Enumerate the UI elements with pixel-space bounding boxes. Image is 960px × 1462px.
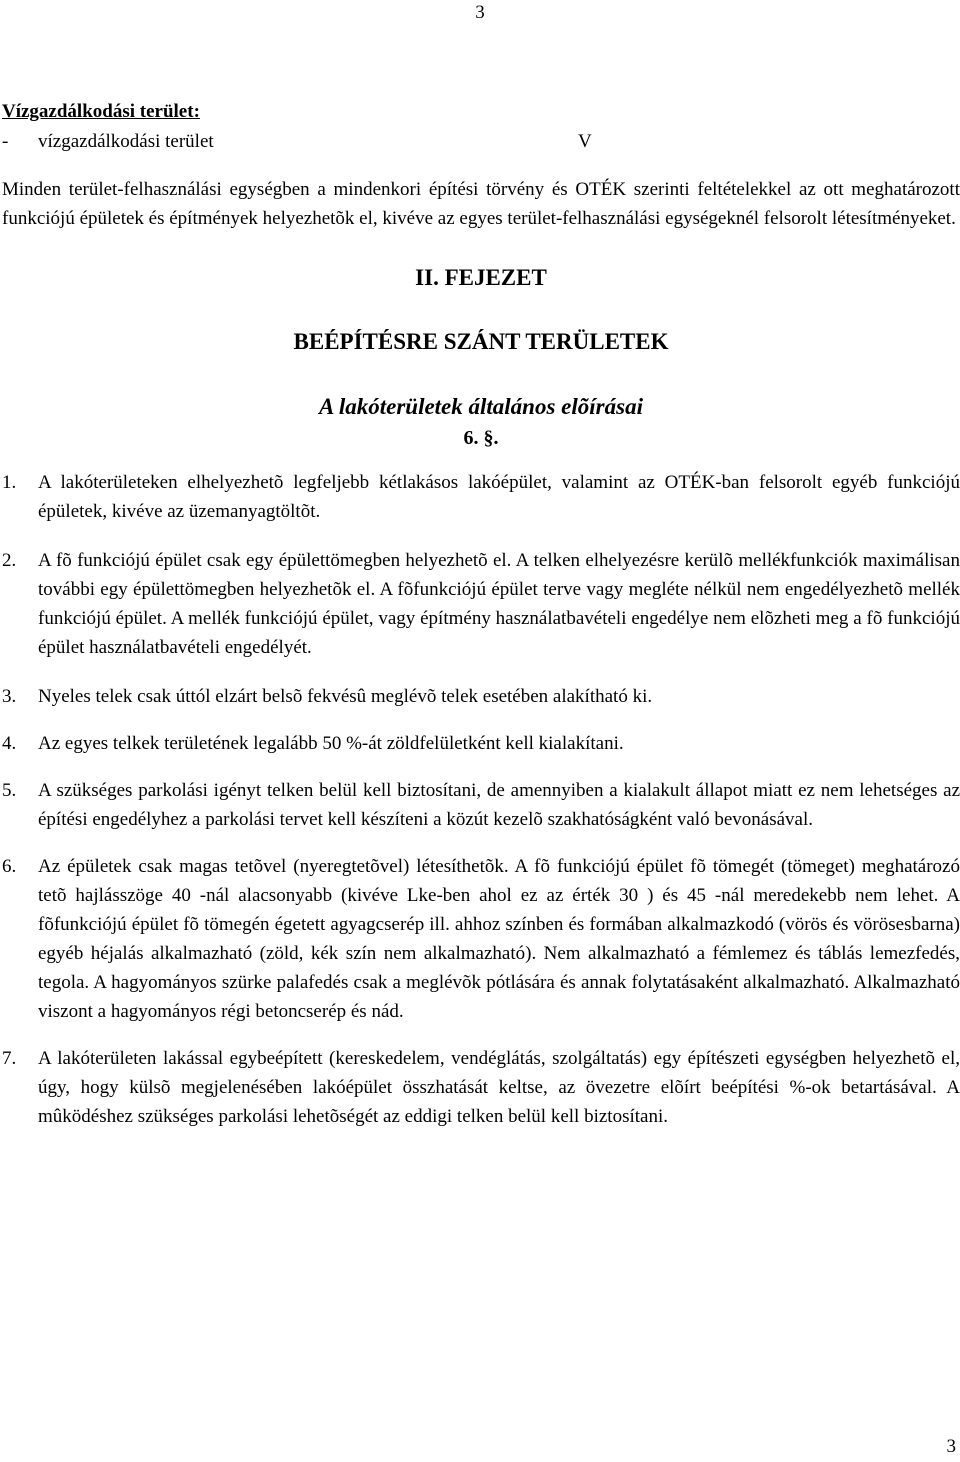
list-item: [2, 682, 960, 711]
item-number: 2.: [2, 550, 17, 571]
land-use-row: [2, 128, 960, 156]
item-number: 1.: [2, 472, 17, 493]
list-item: [2, 852, 960, 1026]
land-use-code: V: [578, 131, 592, 152]
list-item: [2, 468, 960, 526]
list-dash: -: [2, 131, 9, 152]
chapter-subtitle: A lakóterületek általános elõírásai: [319, 394, 643, 419]
document-body: [2, 98, 960, 1131]
intro-paragraph: Minden terület-felhasználási egységben a mindenkori építési törvény és OTÉK szerinti feltételekkel az ott meghatározott funkciójú épületek és építmények helyezhetõk el, kivéve az egyes terület-felhasználási egységeknél felsorolt létesítményeket.: [2, 179, 960, 229]
section-mark: 6. §.: [463, 427, 499, 449]
item-number: 5.: [2, 780, 17, 801]
item-text: Az egyes telkek területének legalább 50 %-át zöldfelületként kell kialakítani.: [38, 733, 624, 754]
item-text: A szükséges parkolási igényt telken belül kell biztosítani, de amennyiben a kialakult állapot miatt ez nem lehetséges az építési engedélyhez a parkolási tervet kell készíteni a közút kezelõ szakhatóságként való bevonásával.: [38, 780, 960, 830]
page-number-top: 3: [475, 2, 485, 23]
item-text: Az épületek csak magas tetõvel (nyeregtetõvel) létesíthetõk. A fõ funkciójú épület fõ tömegét (tömeget) meghatározó tetõ hajlásszöge 40 -nál alacsonyabb (kivéve Lke-ben ahol ez az érték 30 ) és 45 -nál meredekebb nem lehet. A fõfunkciójú épület fõ tömegén égetett agyagcserép ill. ahhoz színben és formában alkalmazkodó (vörös és vörösesbarna) egyéb héjalás alkalmazható (zöld, kék szín nem alkalmazható). Nem alkalmazható a fémlemez és táblás lemezfedés, tegola. A hagyományos szürke palafedés csak a meglévõk pótlására és annak folytatásaként alkalmazható. Alkalmazható viszont a hagyományos régi betoncserép és nád.: [38, 856, 960, 1022]
list-item: [2, 776, 960, 834]
item-text: A lakóterületen lakással egybeépített (kereskedelem, vendéglátás, szolgáltatás) egy építészeti egységben helyezhetõ el, úgy, hogy külsõ megjelenésében lakóépület összhatását keltse, az övezetre elõírt beépítési %-ok betartásával. A mûködéshez szükséges parkolási lehetõségét az eddigi telken belül kell biztosítani.: [38, 1048, 960, 1127]
item-text: Nyeles telek csak úttól elzárt belsõ fekvésû meglévõ telek esetében alakítható ki.: [38, 686, 653, 707]
list-item: [2, 729, 960, 758]
item-text: A lakóterületeken elhelyezhetõ legfeljebb kétlakásos lakóépület, valamint az OTÉK-ban felsorolt egyéb funkciójú épületek, kivéve az üzemanyagtöltõt.: [38, 472, 960, 522]
list-item: [2, 546, 960, 662]
page-number-bottom: 3: [946, 1436, 956, 1457]
item-text: A fõ funkciójú épület csak egy épülettömegben helyezhetõ el. A telken elhelyezésre kerülõ mellékfunkciók maximálisan további egy épülettömegben helyezhetõk el. A fõfunkciójú épület terve vagy megléte nélkül nem engedélyezhetõ mellék funkciójú épület. A mellék funkciójú épület, vagy építmény használatbavételi engedélye nem elõzheti meg a fõ funkciójú épület használatbavételi engedélyét.: [38, 550, 960, 658]
list-item: [2, 1044, 960, 1131]
chapter-number: II. FEJEZET: [415, 265, 547, 290]
item-number: 6.: [2, 856, 17, 877]
chapter-title: BEÉPÍTÉSRE SZÁNT TERÜLETEK: [293, 329, 669, 354]
land-use-name: vízgazdálkodási terület: [38, 131, 214, 152]
section-title: Vízgazdálkodási terület:: [2, 101, 200, 122]
item-number: 4.: [2, 733, 17, 754]
item-number: 7.: [2, 1048, 17, 1069]
item-number: 3.: [2, 686, 17, 707]
